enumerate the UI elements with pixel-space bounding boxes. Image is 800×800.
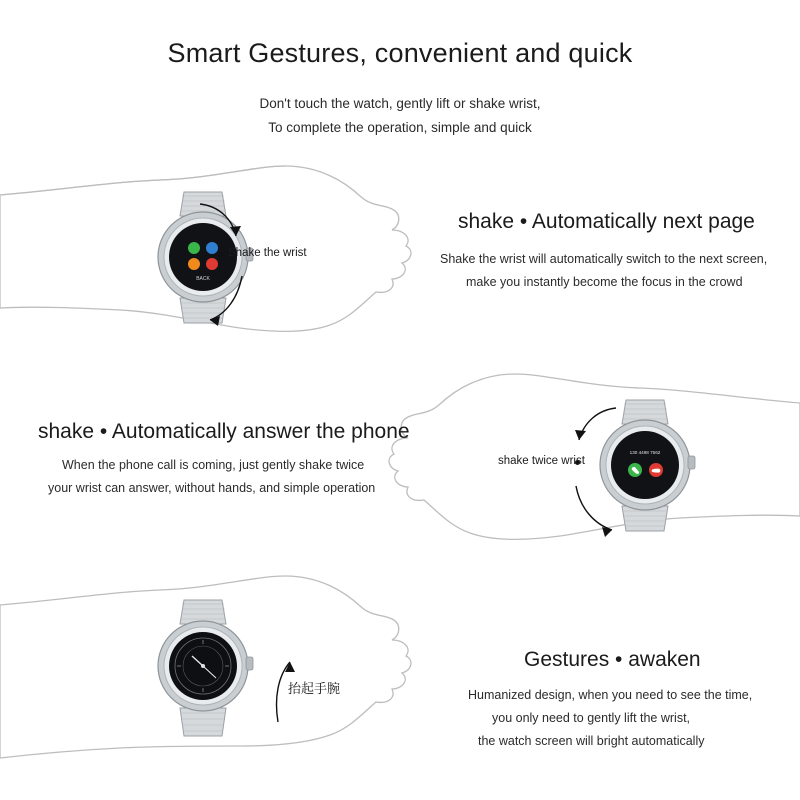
caption-shake-twice-wrist: shake twice wrist — [498, 455, 585, 467]
section-2-line-2: your wrist can answer, without hands, and simple operation — [48, 481, 376, 495]
smartwatch-3 — [148, 598, 258, 738]
section-3-line-1: Humanized design, when you need to see the time, — [468, 688, 753, 702]
caption-shake-the-wrist: Shake the wrist — [228, 247, 307, 259]
section-1-line-1: Shake the wrist will automatically switch to the next screen, — [440, 252, 768, 266]
shake-arrow-down-1 — [196, 272, 250, 328]
shake-arrow-down-2 — [570, 482, 626, 538]
section-3-heading: Gestures • awaken — [524, 648, 701, 671]
section-2-heading: shake • Automatically answer the phone — [38, 420, 410, 443]
section-3-line-2: you only need to gently lift the wrist, — [492, 711, 691, 725]
section-3-line-3: the watch screen will bright automatically — [478, 734, 705, 748]
caption-lift-wrist-cn: 抬起手腕 — [288, 681, 341, 696]
shake-arrow-up-2 — [566, 404, 620, 452]
caption-bullet-1 — [218, 252, 223, 257]
subtitle-line-2: To complete the operation, simple and quick — [268, 120, 532, 135]
shake-arrow-up-1 — [196, 200, 246, 248]
section-1-line-2: make you instantly become the focus in the crowd — [466, 275, 743, 289]
subtitle-line-1: Don't touch the watch, gently lift or shake wrist, — [259, 96, 541, 111]
page-title: Smart Gestures, convenient and quick — [167, 38, 633, 68]
svg-text:130 4498 7562: 130 4498 7562 — [629, 450, 661, 455]
section-2-line-1: When the phone call is coming, just gently shake twice — [62, 458, 365, 472]
svg-text:BACK: BACK — [196, 276, 210, 282]
section-1-heading: shake • Automatically next page — [458, 210, 755, 233]
